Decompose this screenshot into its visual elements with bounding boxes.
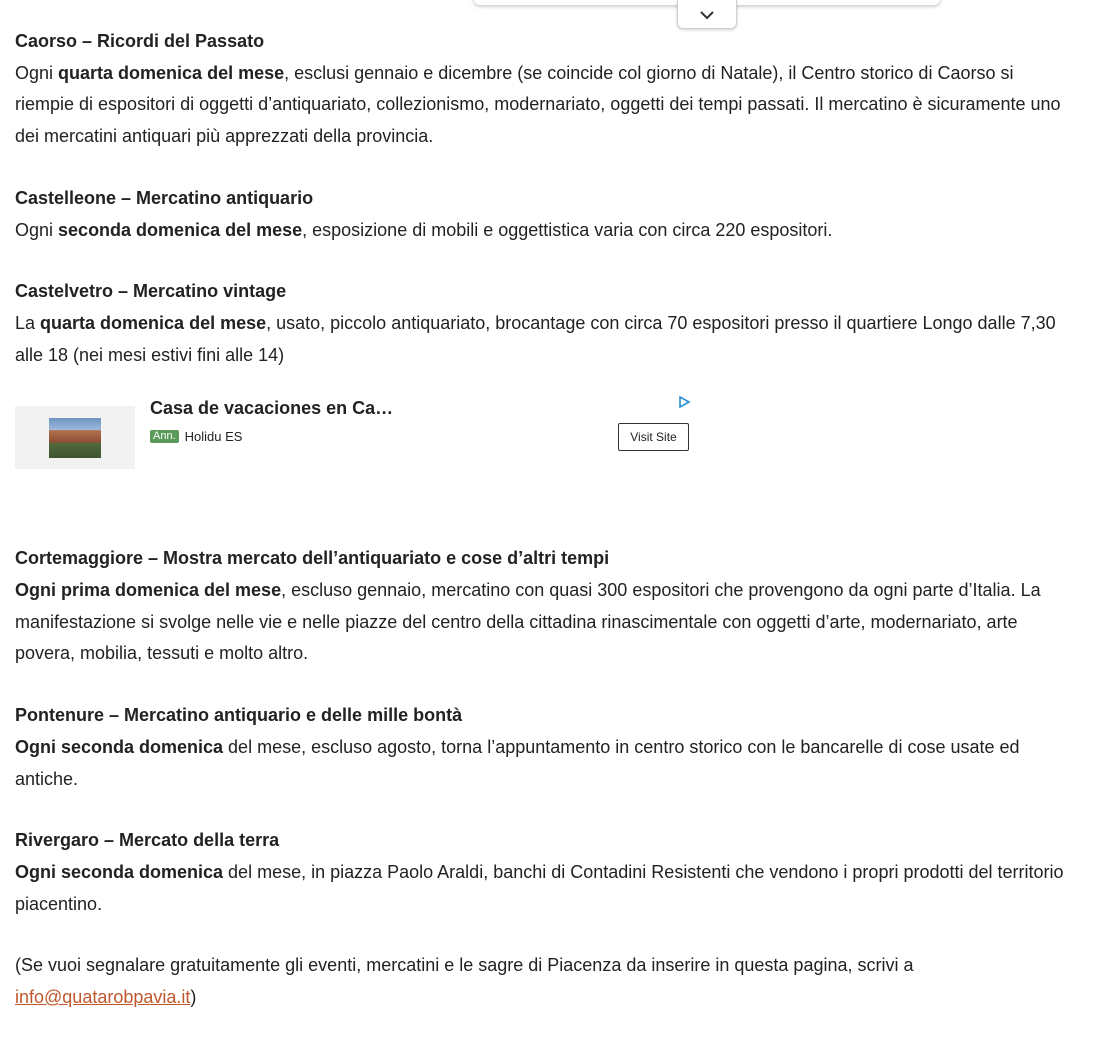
entry-description: Ogni seconda domenica del mese, escluso agosto, torna l’appuntamento in centro storico con le bancarelle di cose usate ed antiche.	[15, 736, 1020, 789]
entry-description: Ogni prima domenica del mese, escluso gennaio, mercatino con quasi 300 espositori che provengono da ogni parte d’Italia. La manifestazione si svolge nelle vie e nelle piazze del centro della cittadina rinascimentale con oggetti d’arte, modernariato, arte povera, mobilia, tessuti e molto altro.	[15, 580, 1041, 664]
entry-title: Castelleone – Mercatino antiquario	[15, 187, 314, 208]
chevron-down-icon	[699, 4, 715, 25]
ad-photo	[49, 418, 101, 458]
market-entry-castelvetro	[15, 276, 1075, 371]
ad-badge: Ann.	[150, 430, 179, 443]
market-entry-pontenure	[15, 700, 1075, 795]
market-entry-rivergaro	[15, 825, 1075, 920]
article-content	[15, 26, 1075, 1014]
entry-title: Caorso – Ricordi del Passato	[15, 31, 265, 51]
entry-title: Rivergaro – Mercato della terra	[15, 830, 280, 851]
ad-thumbnail[interactable]	[15, 406, 135, 469]
ad-source: Holidu ES	[184, 429, 243, 445]
sponsored-ad[interactable]	[15, 393, 695, 475]
ad-meta	[150, 429, 242, 444]
ad-title[interactable]: Casa de vacaciones en Ca…	[150, 398, 394, 419]
footer-note: (Se vuoi segnalare gratuitamente gli eventi, mercatini e le sagre di Piacenza da inserire in questa pagina, scrivi a info@quatarobpavia.it)	[15, 955, 914, 1008]
entry-title: Pontenure – Mercatino antiquario e delle mille bontà	[15, 705, 463, 726]
entry-title: Castelvetro – Mercatino vintage	[15, 281, 287, 302]
visit-site-button[interactable]: Visit Site	[618, 423, 689, 451]
entry-description: Ogni quarta domenica del mese, esclusi gennaio e dicembre (se coincide col giorno di Natale), il Centro storico di Caorso si riempie di espositori di oggetti d’antiquariato, collezionismo, modernariato, oggetti dei tempi passati. Il mercatino è sicuramente uno dei mercatini antiquari più apprezzati della provincia.	[15, 62, 1061, 147]
collapse-button[interactable]	[677, 0, 737, 29]
entry-description: La quarta domenica del mese, usato, piccolo antiquariato, brocantage con circa 70 espositori presso il quartiere Longo dalle 7,30 alle 18 (nei mesi estivi fini alle 14)	[15, 312, 1056, 365]
entry-description: Ogni seconda domenica del mese, in piazza Paolo Araldi, banchi di Contadini Resistenti che vendono i propri prodotti del territorio piacentino.	[15, 861, 1064, 914]
market-entry-castelleone	[15, 183, 1075, 246]
email-link[interactable]: info@quatarobpavia.it	[15, 987, 191, 1008]
entry-description: Ogni seconda domenica del mese, esposizione di mobili e oggettistica varia con circa 220 espositori.	[15, 219, 833, 240]
market-entry-caorso	[15, 26, 1075, 153]
adchoices-play-icon[interactable]	[677, 393, 691, 414]
entry-title: Cortemaggiore – Mostra mercato dell’antiquariato e cose d’altri tempi	[15, 548, 610, 569]
market-entry-cortemaggiore	[15, 543, 1075, 670]
